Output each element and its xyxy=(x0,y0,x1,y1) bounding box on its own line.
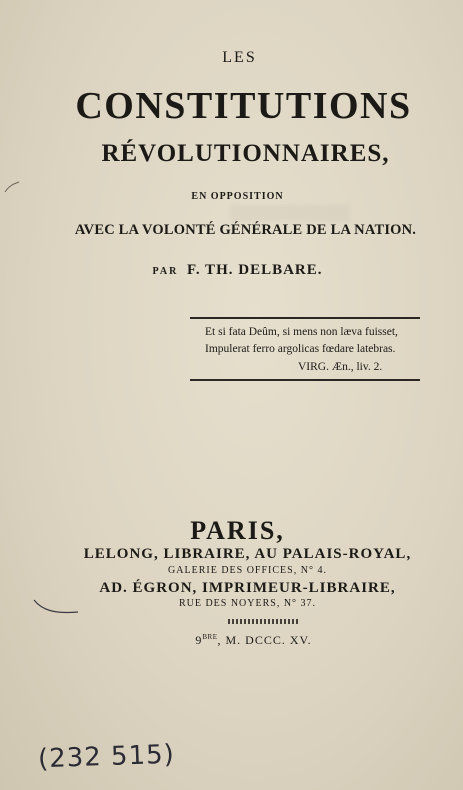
epigraph-line-1: Et si fata Deûm, si mens non læva fuisset, xyxy=(205,326,398,338)
epigraph-rule-bottom xyxy=(190,379,420,381)
imprint-printer-address: RUE DES NOYERS, N° 37. xyxy=(178,598,317,609)
author-line xyxy=(6,262,463,279)
subtitle-opposition: EN OPPOSITION xyxy=(191,191,284,202)
epigraph-attribution: VIRG. Æn., liv. 2. xyxy=(298,361,383,373)
imprint-city: PARIS, xyxy=(190,516,285,545)
date-day: 9 xyxy=(195,633,203,647)
subtitle: RÉVOLUTIONNAIRES, xyxy=(101,140,390,167)
imprint-publisher-address: GALERIE DES OFFICES, N° 4. xyxy=(168,565,327,576)
date-month-abbr: BRE xyxy=(202,633,218,641)
date-year: , M. DCCC. XV. xyxy=(217,633,312,647)
pen-mark xyxy=(32,596,80,618)
imprint-publisher: LELONG, LIBRAIRE, AU PALAIS-ROYAL, xyxy=(83,546,412,562)
author-name: F. TH. DELBARE. xyxy=(187,262,323,278)
imprint-printer: AD. ÉGRON, IMPRIMEUR-LIBRAIRE, xyxy=(99,580,396,596)
imprint-date xyxy=(22,633,463,648)
ornament-rule xyxy=(228,619,298,624)
title-article: LES xyxy=(222,49,257,66)
handwritten-shelfmark: (232 515) xyxy=(37,739,176,775)
epigraph-rule-top xyxy=(190,317,420,319)
par-word: PAR xyxy=(152,266,179,277)
pen-mark-small xyxy=(3,180,21,194)
subtitle-avec: AVEC LA VOLONTÉ GÉNÉRALE DE LA NATION. xyxy=(74,222,417,238)
main-title: CONSTITUTIONS xyxy=(75,85,412,127)
epigraph-line-2: Impulerat ferro argolicas fœdare latebras. xyxy=(205,343,396,355)
